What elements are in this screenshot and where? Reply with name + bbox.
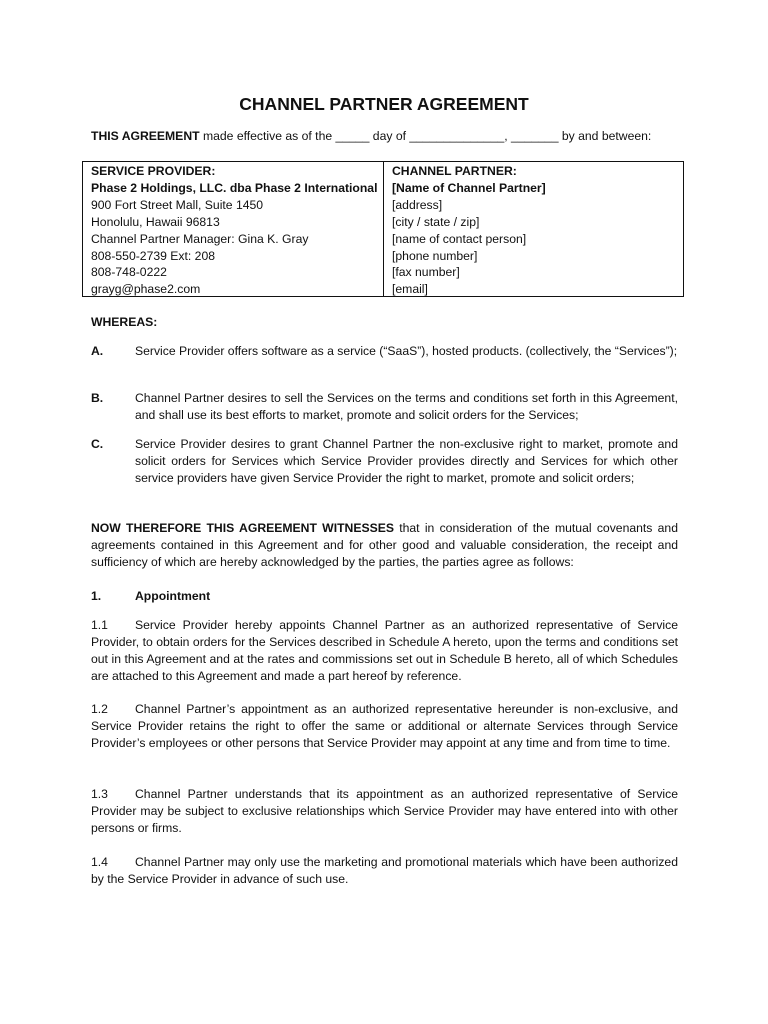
clause-number: 1.2 bbox=[91, 702, 108, 716]
service-provider-fax: 808-748-0222 bbox=[91, 265, 167, 280]
parties-table bbox=[82, 161, 684, 297]
service-provider-cell bbox=[83, 162, 384, 296]
clause-number: 1.1 bbox=[91, 618, 108, 632]
channel-partner-phone: [phone number] bbox=[392, 248, 478, 263]
now-therefore-rest: that in consideration of the mutual covenants and agreements contained in this Agreement and for other good and valuable consideration, the receipt and sufficiency of which are hereby acknowledged by the parties, the parties agree as follows: bbox=[91, 521, 678, 569]
clause-text: Channel Partner may only use the marketing and promotional materials which have been authorized by the Service Provider in advance of such use. bbox=[91, 855, 678, 886]
now-therefore-paragraph bbox=[91, 520, 678, 571]
recital-label: A. bbox=[91, 344, 104, 358]
service-provider-address: 900 Fort Street Mall, Suite 1450 bbox=[91, 197, 264, 212]
now-therefore-lead: NOW THEREFORE THIS AGREEMENT WITNESSES bbox=[91, 521, 394, 535]
clause-number: 1.4 bbox=[91, 855, 108, 869]
recital-b bbox=[91, 390, 678, 424]
clause-1-3 bbox=[91, 786, 678, 837]
recital-text: Channel Partner desires to sell the Services on the terms and conditions set forth in this Agreement, and shall use its best efforts to market, promote and solicit orders for the Services; bbox=[135, 391, 678, 422]
channel-partner-email: [email] bbox=[392, 282, 428, 297]
service-provider-email: grayg@phase2.com bbox=[91, 282, 201, 297]
service-provider-name: Phase 2 Holdings, LLC. dba Phase 2 International bbox=[91, 180, 378, 195]
channel-partner-contact: [name of contact person] bbox=[392, 231, 527, 246]
recital-c bbox=[91, 436, 678, 487]
channel-partner-name: [Name of Channel Partner] bbox=[392, 180, 546, 195]
channel-partner-city: [city / state / zip] bbox=[392, 214, 480, 229]
clause-number: 1.3 bbox=[91, 787, 108, 801]
recital-label: B. bbox=[91, 391, 104, 405]
section-number: 1. bbox=[91, 589, 102, 603]
service-provider-manager: Channel Partner Manager: Gina K. Gray bbox=[91, 231, 309, 246]
service-provider-phone: 808-550-2739 Ext: 208 bbox=[91, 248, 215, 263]
section-heading-appointment bbox=[91, 588, 210, 605]
service-provider-heading: SERVICE PROVIDER: bbox=[91, 164, 216, 178]
clause-text: Service Provider hereby appoints Channel Partner as an authorized representative of Service Provider, to obtain orders for the Services described in Schedule A hereto, upon the terms and conditions set out in this Agreement and at the rates and commissions set out in Schedule B hereto, all of which Schedules are attached to this Agreement and made a part hereof by reference. bbox=[91, 618, 678, 683]
clause-text: Channel Partner’s appointment as an authorized representative hereunder is non-exclusive, and Service Provider retains the right to offer the same or additional or alternate Services through Service Provider’s employees or other persons that Service Provider may appoint at any time and from time to time. bbox=[91, 702, 678, 750]
recital-a bbox=[91, 343, 678, 360]
section-title: Appointment bbox=[135, 589, 211, 603]
channel-partner-cell bbox=[384, 162, 683, 296]
intro-line bbox=[91, 128, 691, 145]
recital-text: Service Provider offers software as a service (“SaaS”), hosted products. (collectively, the “Services”); bbox=[135, 344, 678, 358]
channel-partner-heading: CHANNEL PARTNER: bbox=[392, 164, 517, 178]
clause-1-4 bbox=[91, 854, 678, 888]
whereas-heading: WHEREAS: bbox=[91, 315, 158, 329]
document-title: CHANNEL PARTNER AGREEMENT bbox=[239, 94, 529, 114]
service-provider-city: Honolulu, Hawaii 96813 bbox=[91, 214, 220, 229]
clause-1-2 bbox=[91, 701, 678, 752]
clause-text: Channel Partner understands that its appointment as an authorized representative of Service Provider may be subject to exclusive relationships which Service Provider may have entered into with other persons or firms. bbox=[91, 787, 678, 835]
intro-rest: made effective as of the _____ day of ______________, _______ by and between: bbox=[199, 129, 652, 143]
recital-text: Service Provider desires to grant Channel Partner the non-exclusive right to market, promote and solicit orders for Services which Service Provider provides directly and Services for which other service providers have given Service Provider the right to market, promote and solicit orders; bbox=[135, 437, 678, 485]
channel-partner-fax: [fax number] bbox=[392, 265, 460, 280]
recital-label: C. bbox=[91, 437, 104, 451]
channel-partner-address: [address] bbox=[392, 197, 443, 212]
clause-1-1 bbox=[91, 617, 678, 685]
intro-lead: THIS AGREEMENT bbox=[91, 129, 200, 143]
